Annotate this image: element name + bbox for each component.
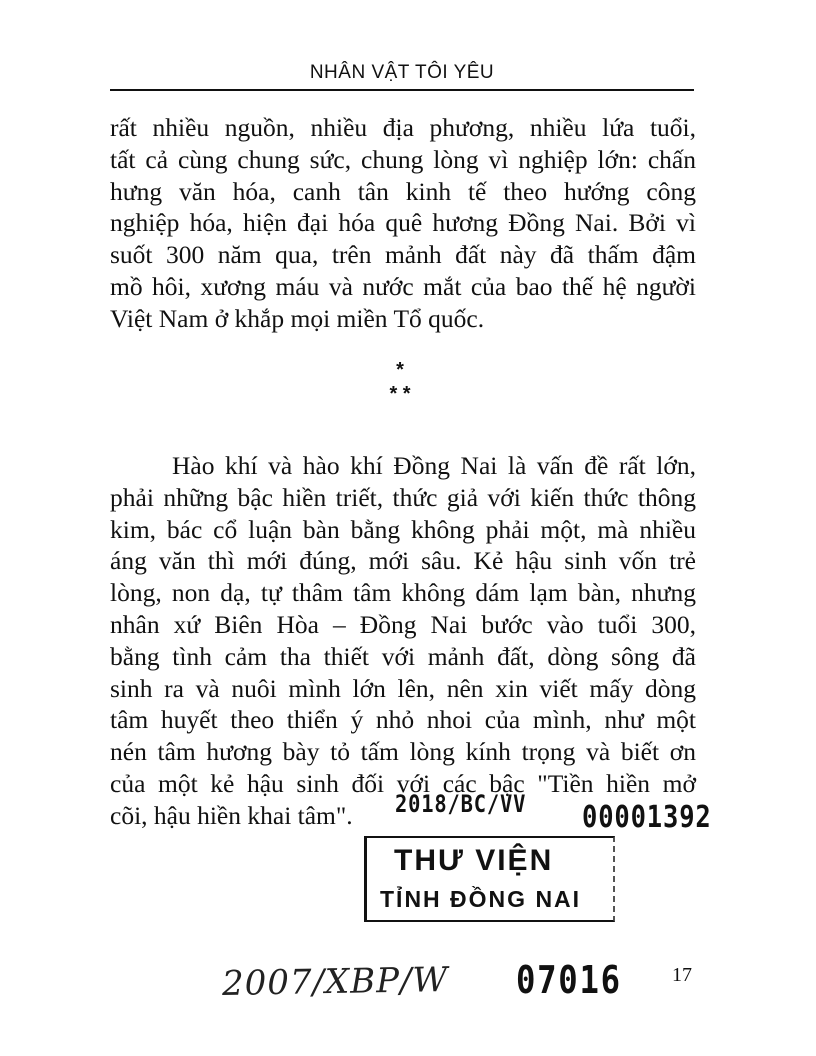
text-line: của một kẻ hậu sinh đối với các bậc "Tiền hiền mở (110, 768, 696, 798)
text-line: tất cả cùng chung sức, chung lòng vì nghiệp lớn: chấn (110, 144, 696, 174)
text-line: cõi, hậu hiền khai tâm". (110, 800, 353, 830)
text-line: Việt Nam ở khắp mọi miền Tổ quốc. (110, 303, 485, 333)
text-line: hưng văn hóa, canh tân kinh tế theo hướng công (110, 176, 696, 206)
text-line: áng văn thì mới đúng, mới sâu. Kẻ hậu sinh vốn trẻ (110, 546, 696, 576)
text-line: tâm huyết theo thiển ý nhỏ nhoi của mình, như một (110, 705, 696, 735)
page-number: 17 (672, 964, 692, 986)
running-head: NHÂN VẬT TÔI YÊU (309, 62, 495, 83)
library-stamp-line1: THƯ VIỆN (394, 844, 554, 877)
text-line: rất nhiều nguồn, nhiều địa phương, nhiều lứa tuổi, (110, 113, 696, 142)
text-line: nghiệp hóa, hiện đại hóa quê hương Đồng Nai. Bởi vì (110, 208, 696, 238)
accession-number-stamp: 00001392 (582, 800, 712, 835)
text-line: suốt 300 năm qua, trên mảnh đất này đã thấm đậm (110, 240, 696, 270)
paragraph-2 (110, 450, 696, 832)
call-number-stamp: 2018/BC/VV (395, 790, 527, 818)
separator-stars: * * (389, 383, 411, 405)
text-line: sinh ra và nuôi mình lớn lên, nên xin viết mấy dòng (110, 673, 696, 703)
text-line: kim, bác cổ luận bàn bằng không phải một, mà nhiều (110, 514, 696, 544)
text-line: mồ hôi, xương máu và nước mắt của bao thế hệ người (110, 271, 696, 301)
text-line: phải những bậc hiền triết, thức giả với kiến thức thông (110, 482, 696, 512)
paragraph-1 (110, 112, 696, 335)
handwritten-code: 2007/XBP/W (221, 960, 449, 1004)
text-line: nhân xứ Biên Hòa – Đồng Nai bước vào tuổi 300, (110, 609, 696, 639)
registration-number-stamp: 07016 (516, 958, 622, 1002)
separator-star: * (396, 359, 404, 381)
text-line: lòng, non dạ, tự thâm tâm không dám lạm bàn, nhưng (110, 578, 696, 608)
text-line: bằng tình cảm tha thiết với mảnh đất, dòng sông đã (110, 641, 696, 671)
text-line: Hào khí và hào khí Đồng Nai là vấn đề rất lớn, (172, 451, 696, 480)
text-line: nén tâm hương bày tỏ tấm lòng kính trọng và biết ơn (110, 737, 696, 767)
library-stamp-line2: TỈNH ĐỒNG NAI (380, 886, 582, 912)
section-separator (360, 358, 440, 406)
header-rule (110, 89, 694, 91)
